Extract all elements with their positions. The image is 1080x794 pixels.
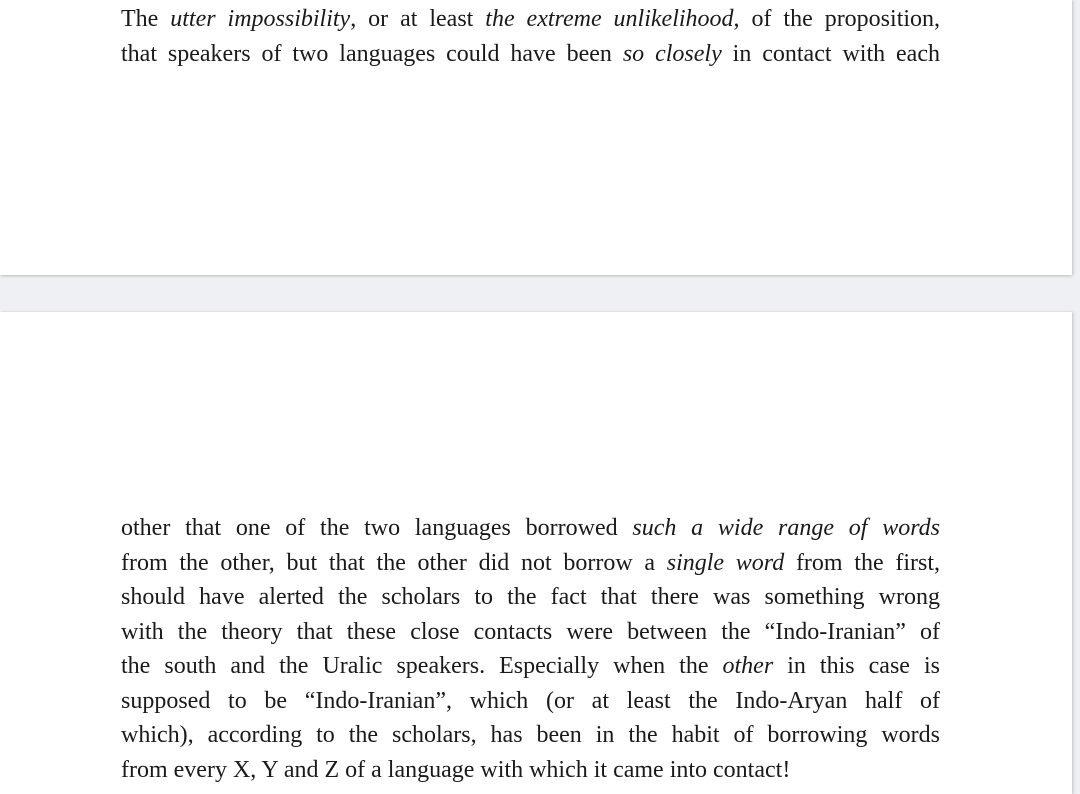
- italic-text: so closely: [622, 40, 722, 67]
- text-run: in this case is: [773, 653, 940, 679]
- text-run: the south and the Uralic speakers. Especially when the: [121, 653, 723, 679]
- text-run: that speakers of two languages could have been: [121, 40, 623, 67]
- text-line: [121, 684, 940, 719]
- paragraph-top: [121, 2, 940, 71]
- text-line: [121, 511, 940, 546]
- text-run: from the other, but that the other did not borrow a: [121, 549, 667, 576]
- text-run: other that one of the two languages borrowed: [121, 515, 633, 541]
- paragraph-bottom: [121, 511, 940, 787]
- page-current: [0, 312, 1072, 794]
- text-run: with the theory that these close contacts were between the “Indo-Iranian” of: [121, 618, 940, 645]
- text-run: in contact with each: [721, 40, 940, 67]
- italic-text: other: [722, 653, 774, 679]
- italic-text: such a wide range of words: [632, 515, 941, 541]
- text-line: [121, 37, 940, 72]
- text-line: [121, 753, 940, 788]
- text-run: from every X, Y and Z of a language with which it came into contact!: [121, 756, 791, 783]
- text-run: , or at least: [350, 6, 486, 32]
- italic-text: the extreme unlikelihood: [485, 6, 734, 32]
- page-previous: [0, 0, 1072, 275]
- text-line: [121, 2, 940, 37]
- text-line: [121, 615, 940, 650]
- text-run: The: [121, 6, 171, 32]
- text-line: [121, 546, 940, 581]
- text-line: [121, 580, 940, 615]
- text-run: should have alerted the scholars to the fact that there was something wrong: [121, 584, 940, 610]
- text-run: supposed to be “Indo-Iranian”, which (or at least the Indo-Aryan half of: [121, 687, 940, 714]
- italic-text: utter impossibility: [170, 6, 351, 32]
- text-line: [121, 718, 940, 753]
- text-run: from the first,: [784, 549, 940, 576]
- text-run: which), according to the scholars, has been in the habit of borrowing words: [121, 722, 940, 748]
- text-run: , of the proposition,: [733, 6, 941, 32]
- text-line: [121, 649, 940, 684]
- italic-text: single word: [666, 549, 785, 576]
